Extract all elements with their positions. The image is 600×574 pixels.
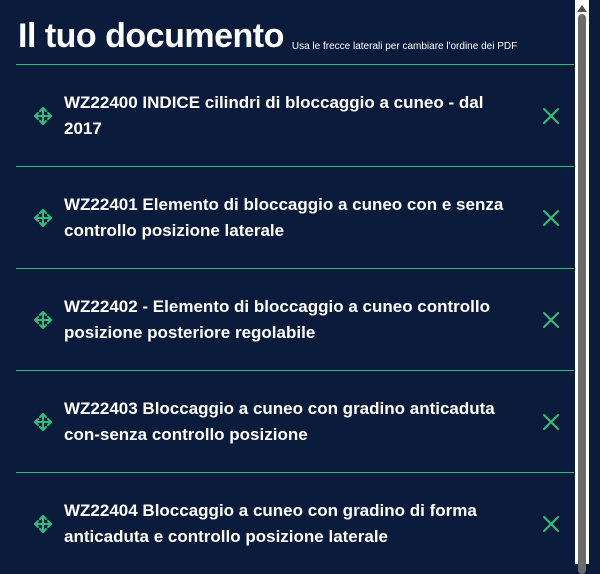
page-title: Il tuo documento bbox=[18, 17, 284, 55]
move-arrows-icon[interactable] bbox=[32, 105, 54, 127]
close-icon[interactable] bbox=[542, 413, 560, 431]
close-icon[interactable] bbox=[542, 107, 560, 125]
scroll-up-arrow-icon[interactable] bbox=[575, 4, 589, 14]
close-icon[interactable] bbox=[542, 311, 560, 329]
document-title: WZ22400 INDICE cilindri di bloccaggio a cuneo - dal 2017 bbox=[64, 92, 484, 138]
panel-header bbox=[18, 8, 517, 58]
vertical-scrollbar[interactable] bbox=[575, 0, 589, 564]
move-arrows-icon[interactable] bbox=[32, 411, 54, 433]
document-title: WZ22404 Bloccaggio a cuneo con gradino di forma anticaduta e controllo posizione laterale bbox=[64, 500, 477, 546]
document-title: WZ22403 Bloccaggio a cuneo con gradino anticaduta con-senza controllo posizione bbox=[64, 398, 495, 444]
move-arrows-icon[interactable] bbox=[32, 207, 54, 229]
document-title: WZ22402 - Elemento di bloccaggio a cuneo controllo posizione posteriore regolabile bbox=[64, 296, 491, 342]
list-item bbox=[16, 370, 574, 472]
move-arrows-icon[interactable] bbox=[32, 309, 54, 331]
list-item bbox=[16, 64, 574, 166]
move-arrows-icon[interactable] bbox=[32, 513, 54, 535]
document-title: WZ22401 Elemento di bloccaggio a cuneo con e senza controllo posizione laterale bbox=[64, 194, 504, 240]
document-list bbox=[16, 64, 574, 574]
reorder-hint: Usa le frecce laterali per cambiare l'ordine dei PDF bbox=[291, 41, 518, 52]
close-icon[interactable] bbox=[542, 209, 560, 227]
list-item bbox=[16, 268, 574, 370]
close-icon[interactable] bbox=[542, 515, 560, 533]
list-item bbox=[16, 166, 574, 268]
list-item bbox=[16, 472, 574, 574]
scrollbar-thumb[interactable] bbox=[578, 14, 586, 574]
